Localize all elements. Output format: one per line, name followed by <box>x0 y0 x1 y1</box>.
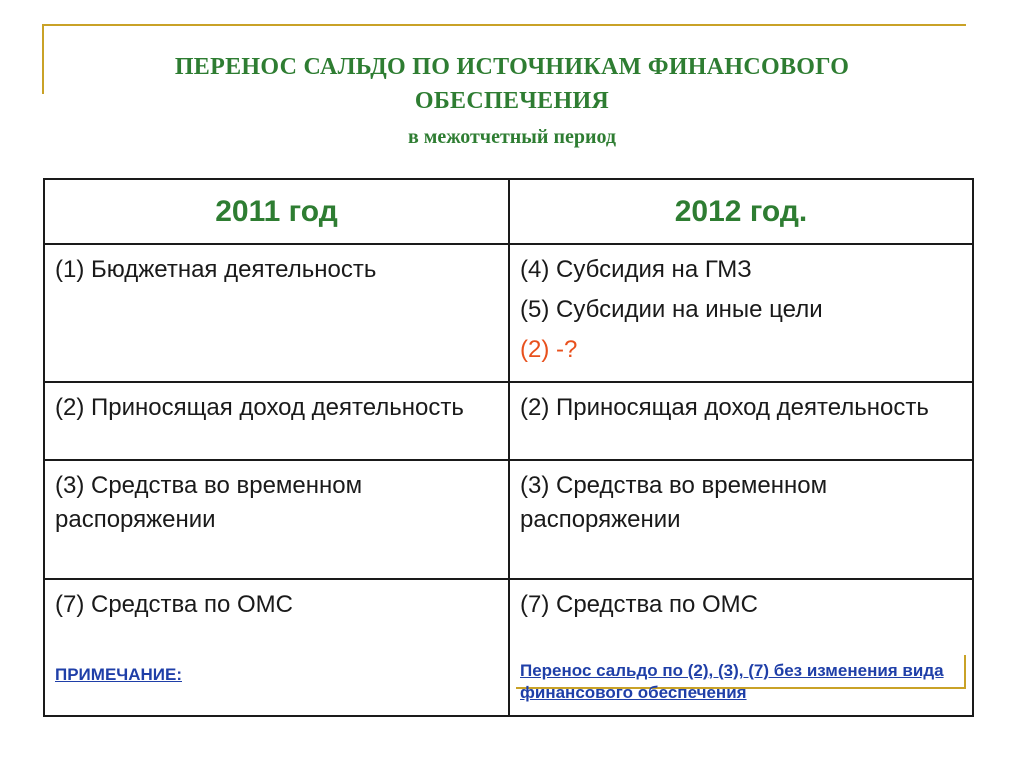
cell-2012-temporary-funds: (3) Средства во временном распоряжении <box>509 460 973 579</box>
cell-2012-income: (2) Приносящая доход деятельность <box>509 382 973 460</box>
cell-2011-budget <box>44 244 509 382</box>
header-2011: 2011 год <box>44 179 509 244</box>
cell-text-question: (2) -? <box>520 336 578 363</box>
header-2012: 2012 год. <box>509 179 973 244</box>
table-row <box>44 382 973 460</box>
table-header-row <box>44 179 973 244</box>
cell-text: (4) Субсидия на ГМЗ <box>520 256 752 283</box>
balance-transfer-table <box>43 178 974 717</box>
cell-text: (7) Средства по ОМС <box>55 591 293 618</box>
title-line-2: ОБЕСПЕЧЕНИЯ <box>414 88 610 114</box>
decorative-frame-top <box>42 24 966 26</box>
cell-2011-oms <box>44 579 509 716</box>
cell-text: (1) Бюджетная деятельность <box>55 256 377 283</box>
slide-title <box>60 50 964 152</box>
cell-2012-oms <box>509 579 973 716</box>
table-row <box>44 244 973 382</box>
cell-text: (5) Субсидии на иные цели <box>520 296 823 323</box>
cell-2011-income: (2) Приносящая доход деятельность <box>44 382 509 460</box>
cell-2011-temporary-funds: (3) Средства во временном распоряжении <box>44 460 509 579</box>
cell-2012-subsidies <box>509 244 973 382</box>
title-line-1: ПЕРЕНОС САЛЬДО ПО ИСТОЧНИКАМ ФИНАНСОВОГО <box>174 54 850 80</box>
table-row <box>44 579 973 716</box>
decorative-frame-left <box>42 24 44 94</box>
table-row <box>44 460 973 579</box>
note-link[interactable]: ПРИМЕЧАНИЕ: <box>55 665 182 684</box>
title-subtitle: в межотчетный период <box>407 126 617 148</box>
note-detail-link[interactable]: Перенос сальдо по (2), (3), (7) без изменения вида финансового обеспечения <box>520 661 944 702</box>
cell-text: (7) Средства по ОМС <box>520 591 758 618</box>
